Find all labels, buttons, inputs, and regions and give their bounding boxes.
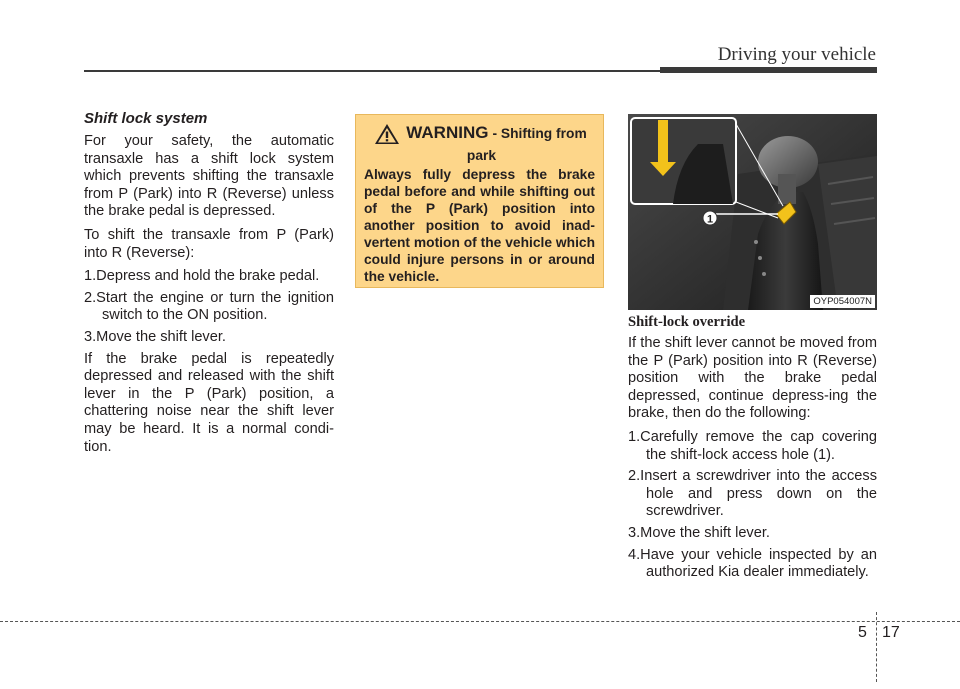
page-number: 17 <box>882 624 900 641</box>
header-title: Driving your vehicle <box>717 44 876 65</box>
list-item: 2.Insert a screwdriver into the access hole and press down on the screwdriver. <box>628 468 877 520</box>
override-heading: Shift-lock override <box>628 314 746 330</box>
left-column <box>84 110 334 462</box>
warning-triangle-icon <box>374 123 400 145</box>
list-item: 1.Depress and hold the brake pedal. <box>84 268 320 285</box>
callout-number: 1 <box>706 213 714 226</box>
figure-code: OYP054007N <box>810 295 875 308</box>
shift-lever-photo <box>628 114 877 310</box>
note-paragraph: If the brake pedal is repeatedly depressed and released with the shift lever in the P (Park) position, a chattering noise near the shift lever may be heard. It is a normal condi-tion. <box>84 350 334 455</box>
footer-rule <box>0 621 960 622</box>
intro-paragraph: For your safety, the automatic transaxle has a shift lock system which prevents shifting the transaxle from P (Park) into R (Reverse) unless the brake pedal is depressed. <box>84 133 334 220</box>
warning-subtitle-cont: park <box>466 148 497 163</box>
warning-body: Always fully depress the brake pedal before and while shifting out of the P (Park) position into another position to avoid inad-vertent motion of the vehicle which could injure persons in or around the vehicle. <box>364 167 595 284</box>
list-item: 3.Move the shift lever. <box>628 524 770 541</box>
list-item: 4.Have your vehicle inspected by an authorized Kia dealer immediately. <box>628 546 877 581</box>
footer-divider <box>876 612 877 682</box>
warning-label: WARNING <box>406 123 489 142</box>
warning-box <box>355 114 604 288</box>
section-heading: Shift lock system <box>84 110 208 127</box>
warning-subtitle: - Shifting from <box>492 126 587 141</box>
right-column <box>628 314 877 586</box>
chapter-number: 5 <box>858 624 867 641</box>
shift-lever-illustration <box>628 114 877 310</box>
list-item: 2.Start the engine or turn the ignition switch to the ON position. <box>84 289 334 324</box>
header-rule-accent <box>660 67 877 73</box>
list-item: 3.Move the shift lever. <box>84 328 226 345</box>
list-item: 1.Carefully remove the cap covering the shift-lock access hole (1). <box>628 428 877 463</box>
warning-title <box>366 123 595 145</box>
header-rule <box>84 70 660 72</box>
lead-paragraph: To shift the transaxle from P (Park) into R (Reverse): <box>84 226 334 261</box>
override-intro: If the shift lever cannot be moved from the P (Park) position into R (Reverse) position with the brake pedal depressed, continue depress-ing the brake, then do the following: <box>628 335 877 422</box>
